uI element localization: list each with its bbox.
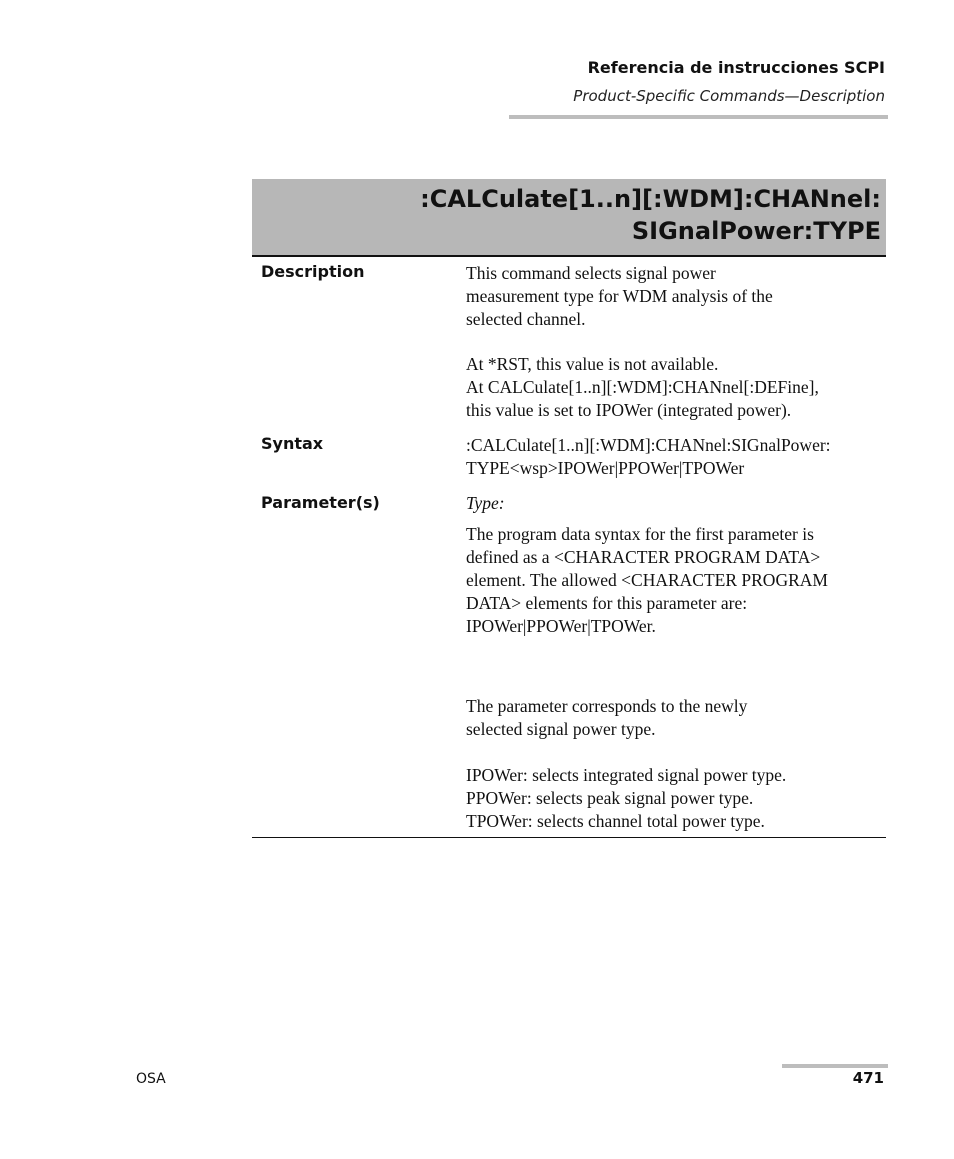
parameters-line: The program data syntax for the first parameter is xyxy=(466,524,814,544)
command-title-line-1: :CALCulate[1..n][:WDM]:CHANnel: xyxy=(420,185,881,213)
footer-product: OSA xyxy=(136,1071,166,1087)
description-line: selected channel. xyxy=(466,309,586,329)
parameter-type-label: Type: xyxy=(466,493,505,513)
parameters-line: The parameter corresponds to the newly xyxy=(466,696,748,716)
parameters-line: DATA> elements for this parameter are: xyxy=(466,593,748,613)
syntax-text xyxy=(466,434,886,480)
parameters-line: defined as a <CHARACTER PROGRAM DATA> xyxy=(466,547,821,567)
description-paragraph-1 xyxy=(466,262,886,331)
parameters-label: Parameter(s) xyxy=(261,493,380,512)
table-bottom-rule xyxy=(252,837,886,838)
description-line: At *RST, this value is not available. xyxy=(466,354,719,374)
description-line: this value is set to IPOWer (integrated power). xyxy=(466,400,792,420)
parameters-line: TPOWer: selects channel total power type. xyxy=(466,811,765,831)
description-line: measurement type for WDM analysis of the xyxy=(466,286,773,306)
parameters-paragraph-1 xyxy=(466,523,886,638)
running-header-title: Referencia de instrucciones SCPI xyxy=(587,58,885,77)
description-line: This command selects signal power xyxy=(466,263,716,283)
syntax-line: :CALCulate[1..n][:WDM]:CHANnel:SIGnalPower: xyxy=(466,435,831,455)
command-title-line-2: SIGnalPower:TYPE xyxy=(631,217,881,245)
footer-rule xyxy=(782,1064,888,1068)
description-paragraph-2 xyxy=(466,353,886,422)
description-label: Description xyxy=(261,262,365,281)
command-title xyxy=(420,183,881,247)
syntax-label: Syntax xyxy=(261,434,324,453)
parameters-line: element. The allowed <CHARACTER PROGRAM xyxy=(466,570,828,590)
parameters-line: IPOWer|PPOWer|TPOWer. xyxy=(466,616,656,636)
header-rule xyxy=(509,115,888,119)
command-title-band xyxy=(252,179,886,257)
parameters-line: PPOWer: selects peak signal power type. xyxy=(466,788,754,808)
description-line: At CALCulate[1..n][:WDM]:CHANnel[:DEFine], xyxy=(466,377,819,397)
syntax-line: TYPE<wsp>IPOWer|PPOWer|TPOWer xyxy=(466,458,745,478)
parameters-line: selected signal power type. xyxy=(466,719,656,739)
parameters-paragraph-2 xyxy=(466,695,886,741)
parameters-paragraph-3 xyxy=(466,764,886,833)
page-number: 471 xyxy=(852,1069,884,1087)
parameters-line: IPOWer: selects integrated signal power type. xyxy=(466,765,787,785)
running-header-subtitle: Product-Specific Commands—Description xyxy=(573,87,885,105)
